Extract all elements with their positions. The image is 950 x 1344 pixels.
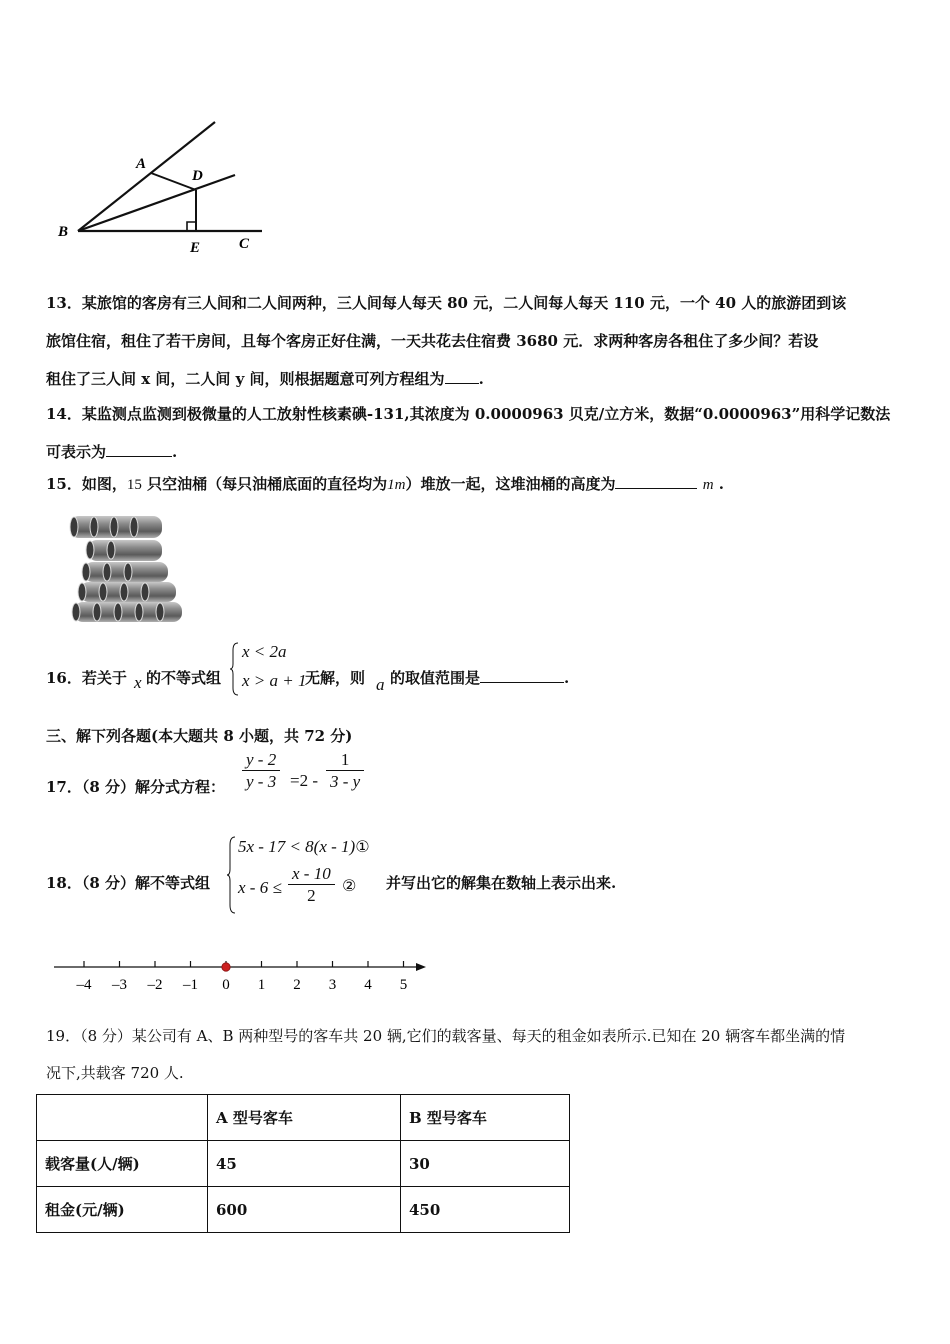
q16-sys1: x < 2a xyxy=(242,642,287,661)
table-cell: 载客量(人/辆) xyxy=(37,1141,208,1187)
barrel-row-4 xyxy=(86,540,162,561)
q13-answer-blank[interactable] xyxy=(445,369,479,384)
number-line-tick-label: –3 xyxy=(112,977,127,993)
q18-sys1: 5x - 17 < 8(x - 1) xyxy=(238,837,356,856)
q18-mark2: ② xyxy=(342,876,357,895)
q17-fraction-2 xyxy=(326,750,364,793)
q15-answer-blank[interactable] xyxy=(615,474,697,489)
q14-line2 xyxy=(46,442,177,462)
number-line xyxy=(50,952,440,996)
q17-num2: 1 xyxy=(326,750,364,771)
q13-line1: 13．某旅馆的客房有三人间和二人间两种，三人间每人每天 80 元，二人间每人每天 110 元，一个 40 人的旅游团到该 xyxy=(46,294,847,312)
number-line-tick-label: –2 xyxy=(147,977,163,993)
q15-end: . xyxy=(718,475,725,493)
number-line-point xyxy=(222,963,230,971)
q16-mid3: 的取值范围是 xyxy=(390,669,481,687)
q18-den: 2 xyxy=(307,886,316,905)
q18-fraction xyxy=(288,864,335,907)
q13-line2: 旅馆住宿，租住了若干房间，且每个客房正好住满，一天共花去住宿费 3680 元．求两种客房各租住了多少间？若设 xyxy=(46,332,819,350)
table-header-cell: A 型号客车 xyxy=(208,1095,401,1141)
q18-prefix: 18．（8 分）解不等式组 xyxy=(46,874,211,892)
barrel-row-3 xyxy=(82,562,168,582)
number-line-tick-label: –4 xyxy=(76,977,92,993)
q18-suffix: 并写出它的解集在数轴上表示出来. xyxy=(386,874,617,892)
table-row xyxy=(37,1141,570,1187)
q14-line2-text: 可表示为 xyxy=(46,443,107,461)
table-cell: 租金(元/辆) xyxy=(37,1187,208,1233)
q15-prefix: 15．如图， xyxy=(46,475,127,493)
q13-line3-text: 租住了三人间 x 间，二人间 y 间，则根据题意可列方程组为 xyxy=(46,370,445,388)
number-line-tick-label: 1 xyxy=(257,977,266,993)
bus-rental-table xyxy=(36,1094,570,1233)
number-line-tick-label: 0 xyxy=(222,977,230,993)
q19-line2: 况下,共载客 720 人. xyxy=(46,1064,184,1082)
label-e: E xyxy=(190,240,201,256)
q16-end: . xyxy=(564,669,570,687)
q15-mid2: ）堆放一起，这堆油桶的高度为 xyxy=(405,475,616,493)
barrel-row-5 xyxy=(70,516,162,538)
table-cell: 45 xyxy=(208,1141,401,1187)
q19-line1: 19．（8 分）某公司有 A、B 两种型号的客车共 20 辆,它们的载客量、每天的租金如表所示.已知在 20 辆客车都坐满的情 xyxy=(46,1027,846,1045)
q17-prefix: 17．（8 分）解分式方程： xyxy=(46,778,226,796)
q14-end: . xyxy=(172,443,178,461)
q16-prefix: 16．若关于 xyxy=(46,669,127,687)
label-a: A xyxy=(136,156,147,172)
q16-mid2: 无解，则 xyxy=(305,669,366,687)
q16 xyxy=(46,640,646,696)
q16-mid: 的不等式组 xyxy=(146,669,222,687)
q13-end: . xyxy=(478,370,484,388)
table-header-row xyxy=(37,1095,570,1141)
q17-den1: y - 3 xyxy=(246,772,277,791)
q18 xyxy=(46,834,696,916)
label-b: B xyxy=(58,224,69,240)
barrel-row-1 xyxy=(72,602,182,622)
label-c: C xyxy=(239,236,250,252)
q18-brace xyxy=(227,836,237,914)
q18-sys1-wrap xyxy=(238,837,370,857)
number-line-tick-label: 3 xyxy=(328,977,337,993)
q17-fraction-1 xyxy=(242,750,280,793)
q17-den2: 3 - y xyxy=(330,772,361,791)
number-line-tick-label: 4 xyxy=(364,977,372,993)
table-cell: 450 xyxy=(401,1187,570,1233)
q17-equals: =2 - xyxy=(290,771,318,790)
q16-mid3-wrap xyxy=(390,667,569,688)
q15-mid1: 只空油桶（每只油桶底面的直径均为 xyxy=(141,475,388,493)
q18-num: x - 10 xyxy=(288,864,335,885)
q15-unit: m xyxy=(702,477,714,493)
q15-line xyxy=(46,474,724,495)
section-3-heading: 三、解下列各题(本大题共 8 小题，共 72 分) xyxy=(46,727,353,745)
q18-mark1: ① xyxy=(355,837,370,856)
q14-answer-blank[interactable] xyxy=(106,442,172,457)
q18-sys2a: x - 6 ≤ xyxy=(238,878,282,897)
q16-var-x: x xyxy=(134,673,142,692)
q16-var-a: a xyxy=(376,675,385,694)
q16-brace xyxy=(230,642,240,696)
table-row xyxy=(37,1187,570,1233)
oil-barrel-stack-image xyxy=(66,512,188,624)
number-line-tick-label: 5 xyxy=(399,977,408,993)
label-d: D xyxy=(192,168,203,184)
angle-figure xyxy=(50,115,280,260)
q13-line3 xyxy=(46,369,484,389)
number-line-arrow xyxy=(416,963,426,971)
q15-count: 15 xyxy=(126,477,142,493)
q16-sys2: x > a + 1 xyxy=(242,671,307,690)
q16-answer-blank[interactable] xyxy=(480,668,564,683)
table-cell: 30 xyxy=(401,1141,570,1187)
table-header-cell xyxy=(37,1095,208,1141)
number-line-tick-label: 2 xyxy=(293,977,301,993)
number-line-tick-label: –1 xyxy=(183,977,198,993)
q17-num1: y - 2 xyxy=(242,750,280,771)
q15-diameter: 1m xyxy=(387,477,406,493)
table-cell: 600 xyxy=(208,1187,401,1233)
barrel-row-2 xyxy=(78,582,176,602)
table-header-cell: B 型号客车 xyxy=(401,1095,570,1141)
q17 xyxy=(46,750,546,802)
q14-line1: 14．某监测点监测到极微量的人工放射性核素碘-131,其浓度为 0.0000963 贝克/立方米，数据“0.0000963”用科学记数法 xyxy=(46,405,891,423)
